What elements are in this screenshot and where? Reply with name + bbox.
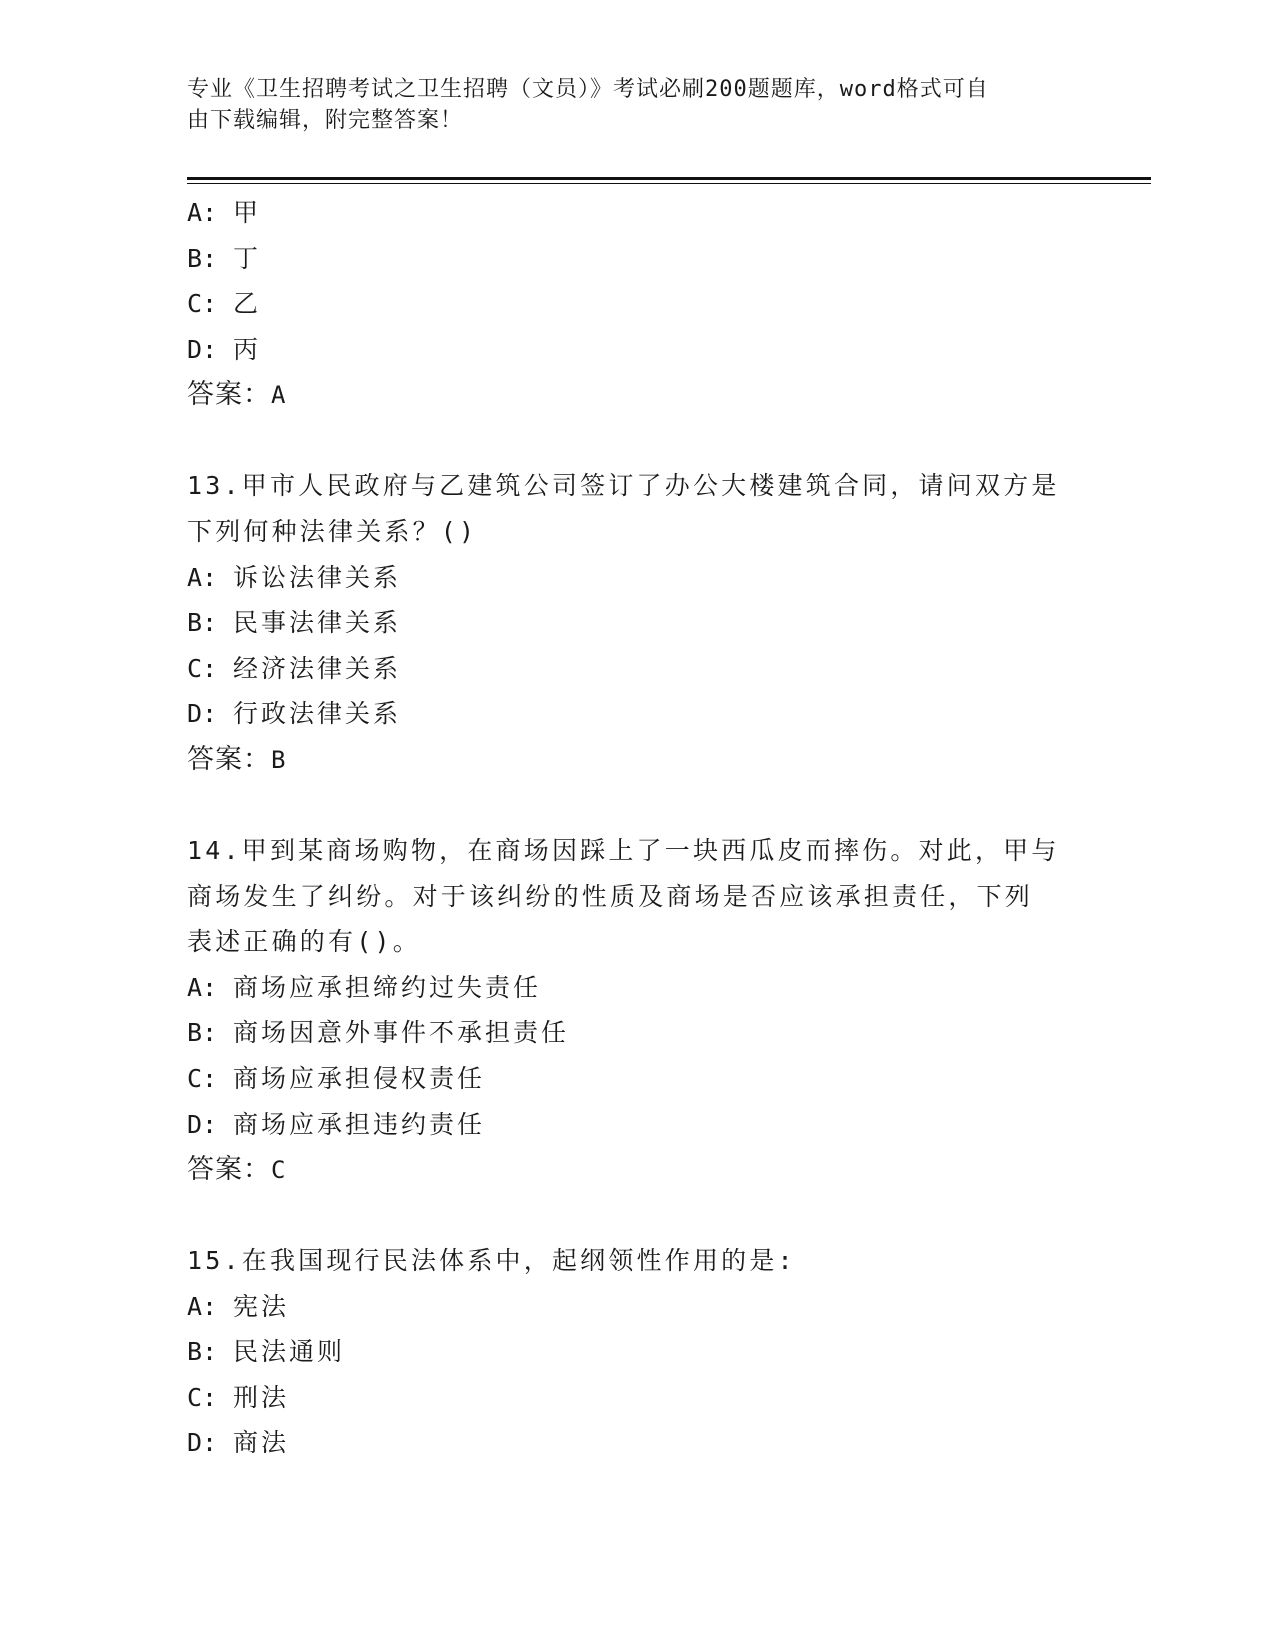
option-letter: D:: [187, 699, 218, 729]
option-text: 民事法律关系: [233, 608, 402, 638]
option-a: [187, 190, 1087, 236]
option-letter: C:: [187, 653, 218, 683]
answer-line: [187, 1147, 1087, 1193]
answer-value: A: [271, 381, 287, 410]
option-letter: B:: [187, 243, 218, 273]
question-stem: [187, 828, 1067, 965]
option-letter: C:: [187, 289, 218, 319]
option-text: 商场因意外事件不承担责任: [233, 1018, 570, 1048]
question-stem: [187, 463, 1067, 554]
answer-value: C: [271, 1156, 287, 1185]
question-spacer: [187, 418, 1087, 463]
option-letter: B:: [187, 1018, 218, 1048]
option-letter: A:: [187, 972, 218, 1002]
question-stem-line: 14.甲到某商场购物，在商场因踩上了一块西瓜皮而摔伤。对此，甲与: [187, 835, 1060, 865]
option-a: [187, 965, 1087, 1011]
answer-label: 答案：: [187, 1154, 271, 1186]
question-spacer: [187, 1193, 1087, 1238]
option-text: 诉讼法律关系: [233, 562, 402, 592]
option-text: 乙: [233, 289, 262, 319]
question-stem: [187, 1238, 1067, 1284]
option-text: 商场应承担违约责任: [233, 1109, 486, 1139]
header-line-1: 专业《卫生招聘考试之卫生招聘（文员）》考试必刷200题题库，word格式可自: [187, 77, 989, 102]
option-c: [187, 281, 1087, 327]
header-rule-thin: [187, 183, 1151, 184]
question-stem-line: 15.在我国现行民法体系中，起纲领性作用的是:: [187, 1246, 796, 1276]
question-stem-line: 商场发生了纠纷。对于该纠纷的性质及商场是否应该承担责任，下列: [187, 881, 1034, 911]
option-b: [187, 600, 1087, 646]
document-header: [187, 74, 1087, 136]
answer-line: [187, 372, 1087, 418]
question-12: [187, 190, 1087, 418]
option-text: 商场应承担侵权责任: [233, 1063, 486, 1093]
answer-label: 答案：: [187, 379, 271, 411]
option-text: 行政法律关系: [233, 699, 402, 729]
option-b: [187, 236, 1087, 282]
question-spacer: [187, 783, 1087, 828]
option-a: [187, 1284, 1087, 1330]
option-letter: C:: [187, 1063, 218, 1093]
option-text: 商法: [233, 1428, 290, 1458]
option-letter: A:: [187, 198, 218, 227]
option-letter: A:: [187, 562, 218, 592]
option-b: [187, 1010, 1087, 1056]
option-text: 经济法律关系: [233, 653, 402, 683]
option-d: [187, 327, 1087, 373]
option-text: 商场应承担缔约过失责任: [233, 972, 542, 1002]
answer-line: [187, 737, 1087, 783]
option-letter: B:: [187, 1337, 218, 1367]
option-text: 民法通则: [233, 1337, 346, 1367]
option-letter: B:: [187, 608, 218, 638]
question-list: [187, 190, 1087, 1466]
question-14: [187, 828, 1087, 1193]
option-b: [187, 1329, 1087, 1375]
option-c: [187, 1056, 1087, 1102]
answer-value: B: [271, 745, 287, 774]
option-d: [187, 691, 1087, 737]
option-text: 丁: [233, 243, 262, 273]
question-stem-line: 13.甲市人民政府与乙建筑公司签订了办公大楼建筑合同，请问双方是: [187, 471, 1060, 501]
option-text: 丙: [233, 334, 262, 364]
option-c: [187, 646, 1087, 692]
option-letter: D:: [187, 1428, 218, 1458]
question-13: [187, 463, 1087, 783]
option-d: [187, 1102, 1087, 1148]
option-d: [187, 1420, 1087, 1466]
option-letter: D:: [187, 1109, 218, 1139]
answer-label: 答案：: [187, 743, 271, 775]
question-15: [187, 1238, 1087, 1466]
option-text: 宪法: [233, 1291, 290, 1321]
option-text: 刑法: [233, 1382, 290, 1412]
question-stem-line: 下列何种法律关系？(): [187, 516, 478, 546]
option-text: 甲: [233, 198, 262, 227]
option-letter: C:: [187, 1382, 218, 1412]
question-stem-line: 表述正确的有()。: [187, 927, 421, 957]
option-c: [187, 1375, 1087, 1421]
header-rule-thick: [187, 177, 1151, 180]
option-a: [187, 555, 1087, 601]
option-letter: A:: [187, 1291, 218, 1321]
header-line-2: 由下载编辑，附完整答案！: [187, 108, 464, 133]
option-letter: D:: [187, 334, 218, 364]
